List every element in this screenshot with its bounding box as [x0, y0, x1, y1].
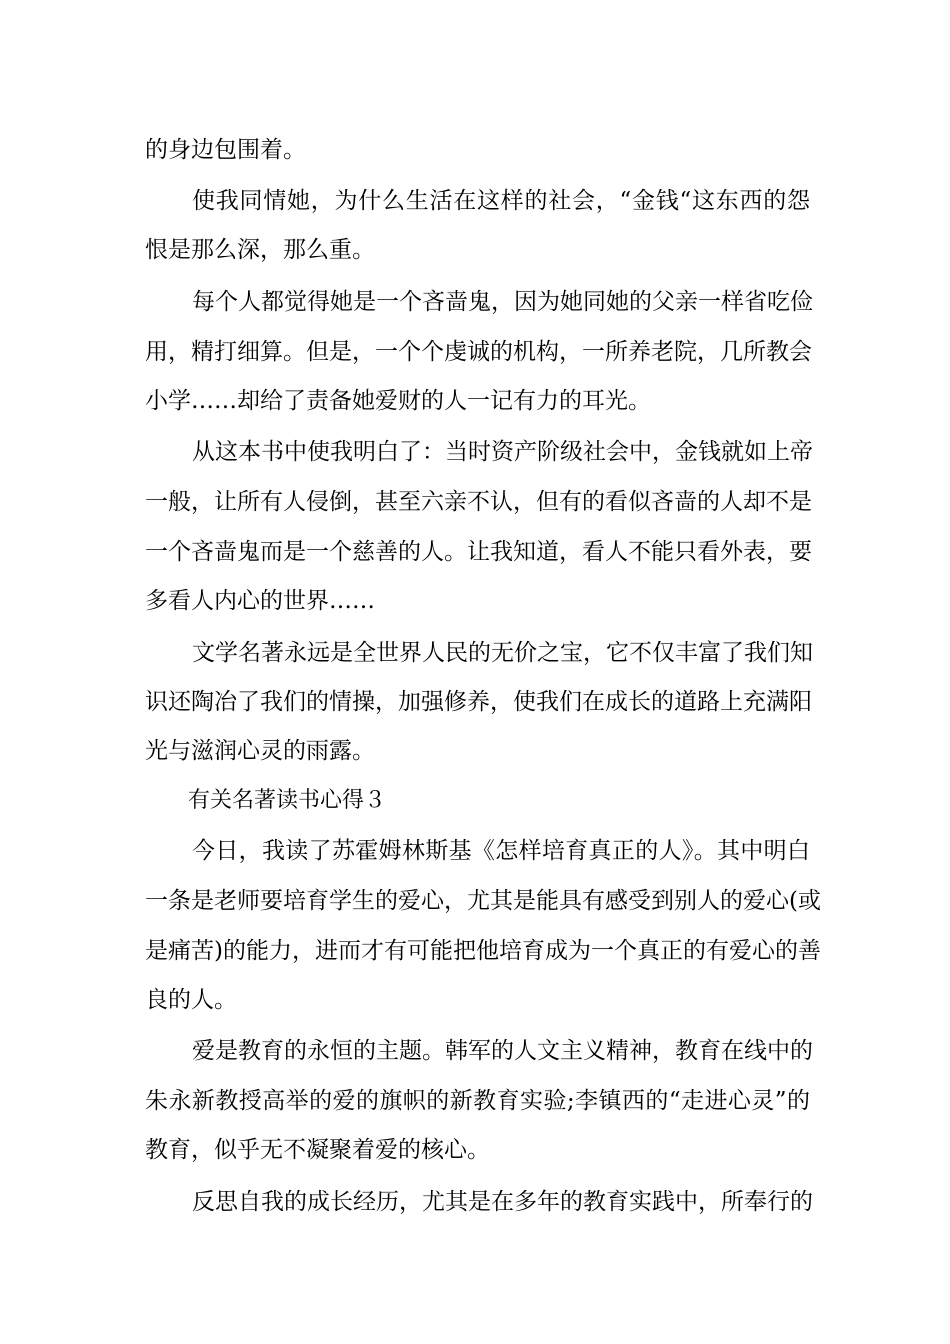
body-text-line: 恨是那么深，那么重。	[145, 237, 375, 263]
paragraph-first-line: 文学名著永远是全世界人民的无价之宝，它不仅丰富了我们知	[192, 640, 813, 666]
paragraph-first-line: 反思自我的成长经历，尤其是在多年的教育实践中，所奉行的	[192, 1189, 813, 1215]
body-text-line: 朱永新教授高举的爱的旗帜的新教育实验;李镇西的“走进心灵”的	[145, 1088, 810, 1114]
body-text-line: 教育，似乎无不凝聚着爱的核心。	[145, 1137, 490, 1163]
paragraph-first-line: 每个人都觉得她是一个吝啬鬼，因为她同她的父亲一样省吃俭	[192, 289, 813, 315]
body-text-line: 光与滋润心灵的雨露。	[145, 738, 375, 764]
paragraph-first-line: 爱是教育的永恒的主题。韩军的人文主义精神，教育在线中的	[192, 1038, 813, 1064]
paragraph-first-line: 从这本书中使我明白了：当时资产阶级社会中，金钱就如上帝	[192, 439, 813, 465]
body-text-line: 良的人。	[145, 987, 237, 1013]
body-text-line: 是痛苦)的能力，进而才有可能把他培育成为一个真正的有爱心的善	[145, 938, 821, 964]
body-text-line: 识还陶冶了我们的情操，加强修养，使我们在成长的道路上充满阳	[145, 689, 812, 715]
section-heading: 有关名著读书心得３	[188, 788, 387, 813]
body-text-line: 一个吝啬鬼而是一个慈善的人。让我知道，看人不能只看外表，要	[145, 539, 812, 565]
paragraph-first-line: 今日，我读了苏霍姆林斯基《怎样培育真正的人》。其中明白	[192, 838, 810, 864]
body-text-line: 一条是老师要培育学生的爱心，尤其是能具有感受到别人的爱心(或	[145, 888, 821, 914]
paragraph-first-line: 使我同情她，为什么生活在这样的社会，“金钱“这东西的怨	[192, 188, 810, 214]
body-text-line: 一般，让所有人侵倒，甚至六亲不认，但有的看似吝啬的人却不是	[145, 489, 812, 515]
body-text-line: 用，精打细算。但是，一个个虔诚的机构，一所养老院，几所教会	[145, 339, 812, 365]
body-text-line: 多看人内心的世界……	[145, 588, 375, 614]
body-text-line: 小学……却给了责备她爱财的人一记有力的耳光。	[145, 388, 651, 414]
body-text-line: 的身边包围着。	[145, 137, 306, 163]
